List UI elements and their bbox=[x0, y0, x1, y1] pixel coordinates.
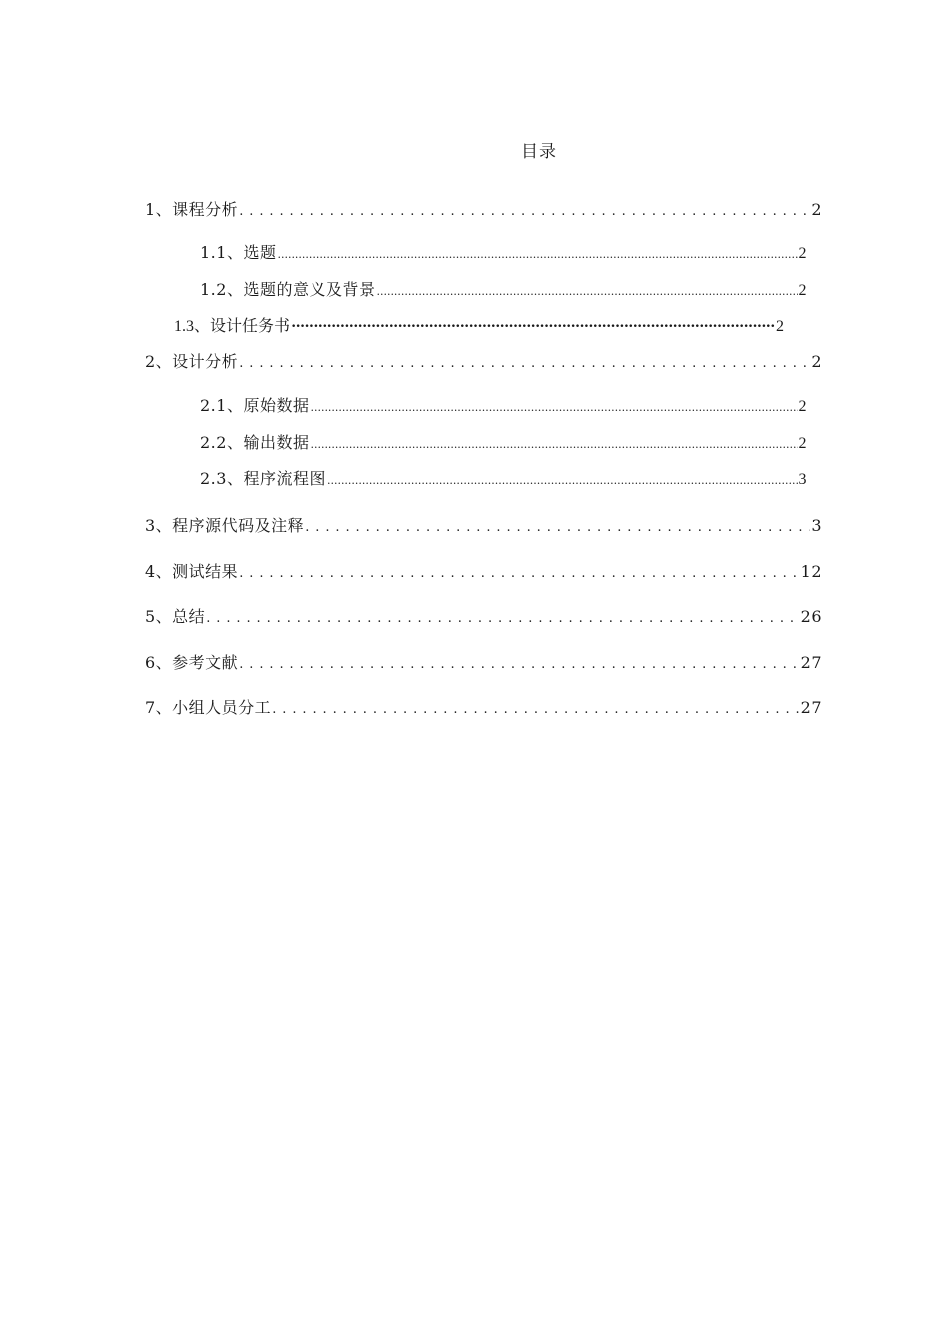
toc-entry[interactable] bbox=[200, 393, 807, 416]
toc-entry[interactable] bbox=[145, 513, 822, 536]
toc-entry[interactable] bbox=[145, 197, 822, 220]
toc-page-number: 27 bbox=[800, 698, 822, 717]
toc-leader-dots bbox=[239, 653, 799, 672]
toc-leader-dots bbox=[272, 698, 799, 717]
toc-entry-label: 1、课程分析 bbox=[145, 200, 239, 219]
toc-entry-label: 6、参考文献 bbox=[145, 653, 239, 672]
toc-page-number: 26 bbox=[800, 607, 822, 626]
toc-leader-dots bbox=[239, 562, 799, 581]
toc-entry-label: 1.2、选题的意义及背景 bbox=[200, 280, 376, 299]
toc-page-number: 2 bbox=[798, 282, 807, 299]
toc-page-number: 27 bbox=[800, 653, 822, 672]
toc-leader-dots bbox=[277, 243, 797, 262]
toc-entry-label: 1.1、选题 bbox=[200, 243, 277, 262]
toc-page-number: 2 bbox=[811, 352, 822, 371]
toc-page-number: 2 bbox=[811, 200, 822, 219]
toc-entry[interactable] bbox=[200, 430, 807, 453]
toc-page-number: 2 bbox=[798, 398, 807, 415]
toc-entry[interactable] bbox=[145, 559, 822, 582]
toc-entry-label: 5、总结 bbox=[145, 607, 206, 626]
toc-page-number: 12 bbox=[800, 562, 822, 581]
toc-entry-label: 3、程序源代码及注释 bbox=[145, 516, 305, 535]
toc-leader-dots bbox=[239, 352, 810, 371]
toc-page-number: 3 bbox=[811, 516, 822, 535]
toc-entry-label: 7、小组人员分工 bbox=[145, 698, 272, 717]
toc-entry[interactable] bbox=[200, 240, 807, 263]
toc-leader-dots bbox=[327, 469, 798, 488]
toc-leader-dots bbox=[310, 396, 797, 415]
toc-leader-dots bbox=[310, 433, 797, 452]
toc-entry-label: 4、测试结果 bbox=[145, 562, 239, 581]
toc-entry[interactable] bbox=[145, 604, 822, 627]
toc-leader-dots bbox=[239, 200, 810, 219]
toc-entry-label: 2.1、原始数据 bbox=[200, 396, 310, 415]
toc-entry-label: 1.3、设计任务书 bbox=[174, 318, 291, 335]
toc-entry[interactable] bbox=[145, 650, 822, 673]
toc-entry-label: 2、设计分析 bbox=[145, 352, 239, 371]
toc-leader-dots bbox=[305, 516, 810, 535]
toc-page-number: 3 bbox=[798, 471, 807, 488]
toc-title: 目录 bbox=[521, 142, 557, 162]
toc-leader-dots bbox=[376, 280, 797, 299]
toc-entry[interactable] bbox=[145, 695, 822, 718]
toc-page-number: 2 bbox=[798, 435, 807, 452]
toc-entry-label: 2.3、程序流程图 bbox=[200, 469, 326, 488]
toc-entry[interactable] bbox=[145, 349, 822, 372]
toc-page-number: 2 bbox=[798, 245, 807, 262]
toc-entry-label: 2.2、输出数据 bbox=[200, 433, 310, 452]
toc-leader-dots bbox=[206, 607, 799, 626]
toc-entry[interactable] bbox=[200, 466, 807, 489]
toc-page-number: 2 bbox=[776, 318, 784, 335]
toc-entry[interactable] bbox=[200, 277, 807, 300]
toc-leader-dots bbox=[291, 316, 775, 336]
toc-entry[interactable] bbox=[174, 313, 784, 336]
